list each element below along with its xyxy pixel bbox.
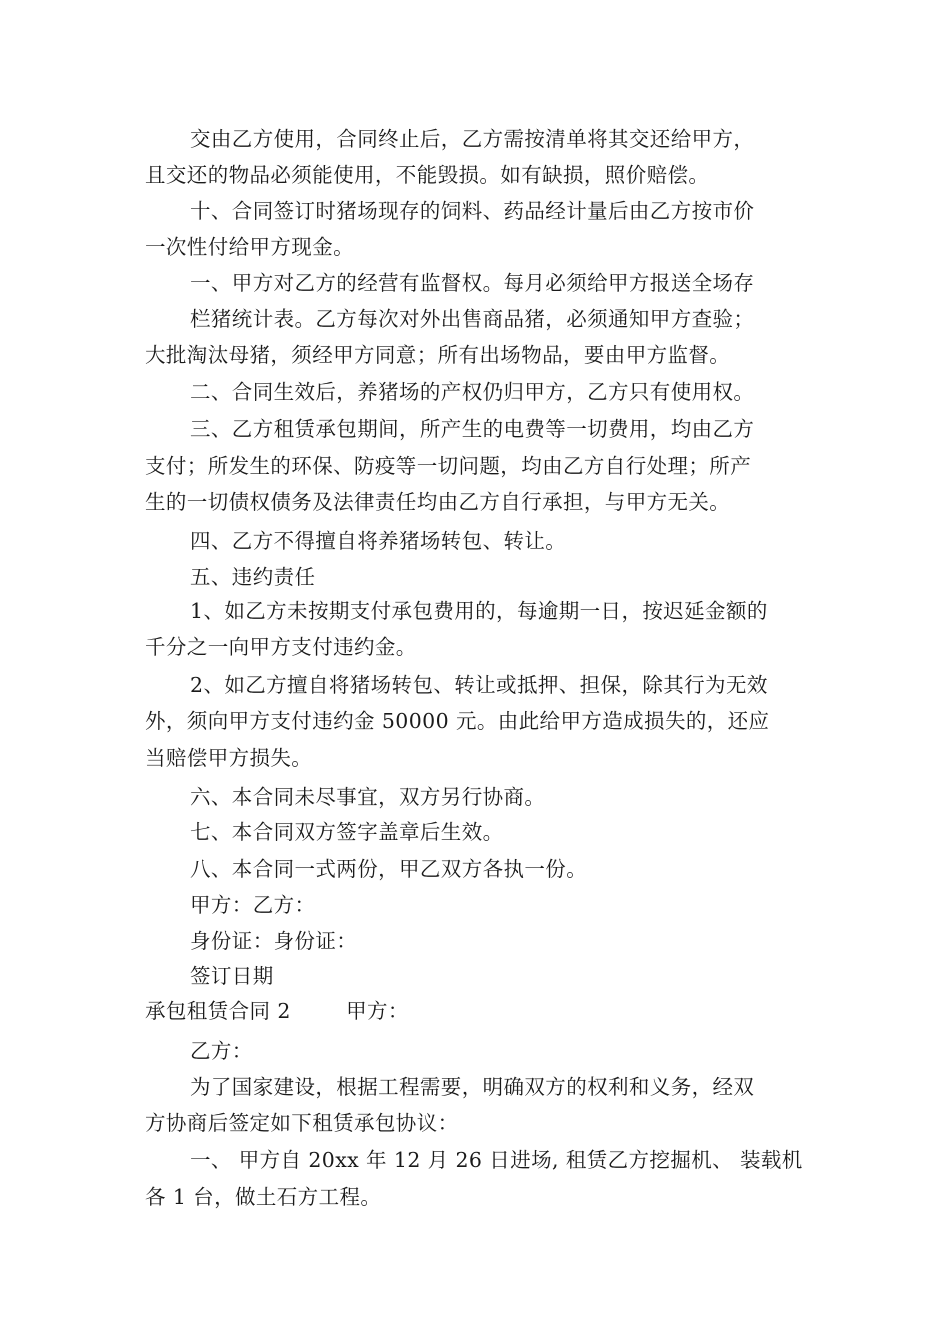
party-b-line: 乙方： xyxy=(190,1039,253,1063)
paragraph-line: 交由乙方使用，合同终止后，乙方需按清单将其交还给甲方， xyxy=(190,127,755,151)
paragraph-line: 生的一切债权债务及法律责任均由乙方自行承担，与甲方无关。 xyxy=(145,490,731,514)
paragraph-line: 各 1 台，做土石方工程。 xyxy=(145,1185,382,1209)
paragraph-line: 一、甲方对乙方的经营有监督权。每月必须给甲方报送全场存 xyxy=(190,271,755,295)
paragraph-line: 栏猪统计表。乙方每次对外出售商品猪，必须通知甲方查验； xyxy=(190,307,755,331)
paragraph-line: 一次性付给甲方现金。 xyxy=(145,235,354,259)
contract-title: 承包租赁合同 2 甲方： xyxy=(145,999,409,1023)
paragraph-line: 二、合同生效后，养猪场的产权仍归甲方，乙方只有使用权。 xyxy=(190,380,755,404)
paragraph-line: 六、本合同未尽事宜，双方另行协商。 xyxy=(190,785,546,809)
paragraph-line: 外，须向甲方支付违约金 50000 元。由此给甲方造成损失的，还应 xyxy=(145,709,770,733)
signature-parties: 甲方：乙方： xyxy=(190,893,316,917)
paragraph-line: 七、本合同双方签字盖章后生效。 xyxy=(190,820,504,844)
paragraph-line: 当赔偿甲方损失。 xyxy=(145,746,313,770)
paragraph-line: 1、如乙方未按期支付承包费用的，每逾期一日，按迟延金额的 xyxy=(190,599,768,623)
paragraph-line: 支付；所发生的环保、防疫等一切问题，均由乙方自行处理；所产 xyxy=(145,454,752,478)
paragraph-line: 2、如乙方擅自将猪场转包、转让或抵押、担保，除其行为无效 xyxy=(190,673,768,697)
paragraph-line: 千分之一向甲方支付违约金。 xyxy=(145,635,417,659)
paragraph-line: 八、本合同一式两份，甲乙双方各执一份。 xyxy=(190,857,588,881)
section-heading: 五、违约责任 xyxy=(190,565,316,589)
paragraph-line: 方协商后签定如下租赁承包协议： xyxy=(145,1111,459,1135)
paragraph-line: 十、合同签订时猪场现存的饲料、药品经计量后由乙方按市价 xyxy=(190,199,755,223)
signature-date: 签订日期 xyxy=(190,964,274,988)
paragraph-line: 为了国家建设，根据工程需要，明确双方的权利和义务，经双 xyxy=(190,1075,755,1099)
paragraph-line: 三、乙方租赁承包期间，所产生的电费等一切费用，均由乙方 xyxy=(190,417,755,441)
paragraph-line: 四、乙方不得擅自将养猪场转包、转让。 xyxy=(190,529,567,553)
paragraph-line: 大批淘汰母猪，须经甲方同意；所有出场物品，要由甲方监督。 xyxy=(145,343,731,367)
paragraph-line: 且交还的物品必须能使用，不能毁损。如有缺损，照价赔偿。 xyxy=(145,163,710,187)
signature-id-cards: 身份证：身份证： xyxy=(190,929,358,953)
paragraph-line: 一、 甲方自 20xx 年 12 月 26 日进场, 租赁乙方挖掘机、 装载机 xyxy=(190,1148,803,1172)
